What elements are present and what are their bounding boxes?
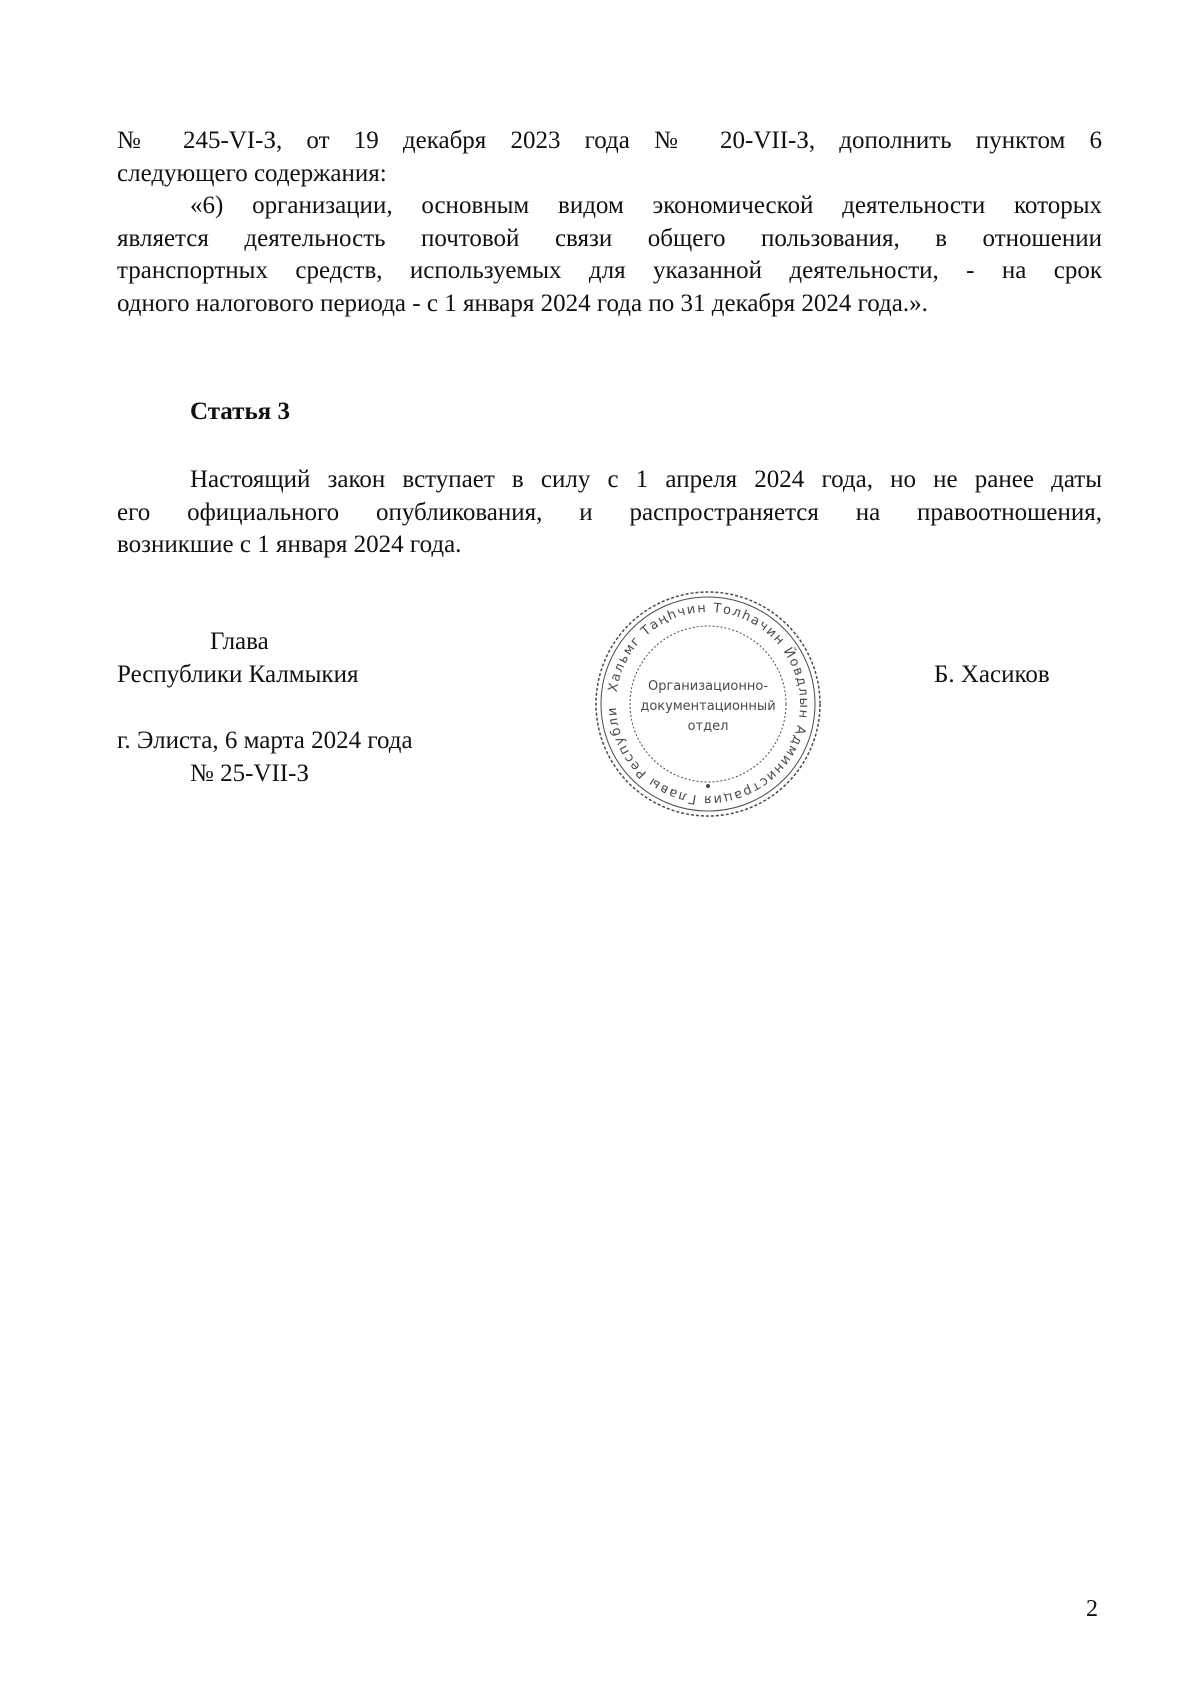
signatory-position-line1: Глава bbox=[210, 628, 269, 655]
text-line: его официального опубликования, и распространяется на правоотношения, bbox=[117, 498, 1102, 526]
article-body bbox=[117, 464, 1102, 562]
text-line: является деятельность почтовой связи общего пользования, в отношении bbox=[117, 224, 1102, 252]
text-line: одного налогового периода - с 1 января 2024 года по 31 декабря 2024 года.». bbox=[117, 289, 928, 317]
stamp-inner-line1: Организационно- bbox=[647, 679, 769, 694]
article-title: Статья 3 bbox=[190, 398, 290, 425]
signatory-name: Б. Хасиков bbox=[934, 661, 1050, 688]
paragraph-amendment-continuation bbox=[117, 125, 1102, 190]
text-line: транспортных средств, используемых для указанной деятельности, - на срок bbox=[117, 257, 1102, 284]
place-and-date: г. Элиста, 6 марта 2024 года bbox=[117, 727, 413, 754]
paragraph-quoted-clause bbox=[117, 190, 1102, 320]
text-line: Настоящий закон вступает в силу с 1 апреля 2024 года, но не ранее даты bbox=[190, 466, 1102, 493]
text-line: № 245-VI-З, от 19 декабря 2023 года № 20-VII-З, дополнить пунктом 6 bbox=[117, 127, 1102, 154]
text-line: «6) организации, основным видом экономической деятельности которых bbox=[190, 192, 1102, 219]
stamp-inner-line3: отдел bbox=[687, 719, 729, 734]
svg-text:Хальмг Таңһчин Толһачин Йовдлы bbox=[592, 588, 811, 807]
official-stamp bbox=[592, 588, 824, 820]
signatory-position-line2: Республики Калмыкия bbox=[117, 661, 359, 688]
law-number: № 25-VII-З bbox=[190, 760, 309, 787]
text-line: следующего содержания: bbox=[117, 159, 387, 187]
stamp-outer-text: Хальмг Таңһчин Толһачин Йовдлын Администрация Главы Республи bbox=[604, 600, 812, 808]
text-line: возникшие с 1 января 2024 года. bbox=[117, 531, 462, 558]
page-number: 2 bbox=[1086, 1596, 1098, 1622]
stamp-inner-line2: документационный bbox=[640, 699, 776, 714]
